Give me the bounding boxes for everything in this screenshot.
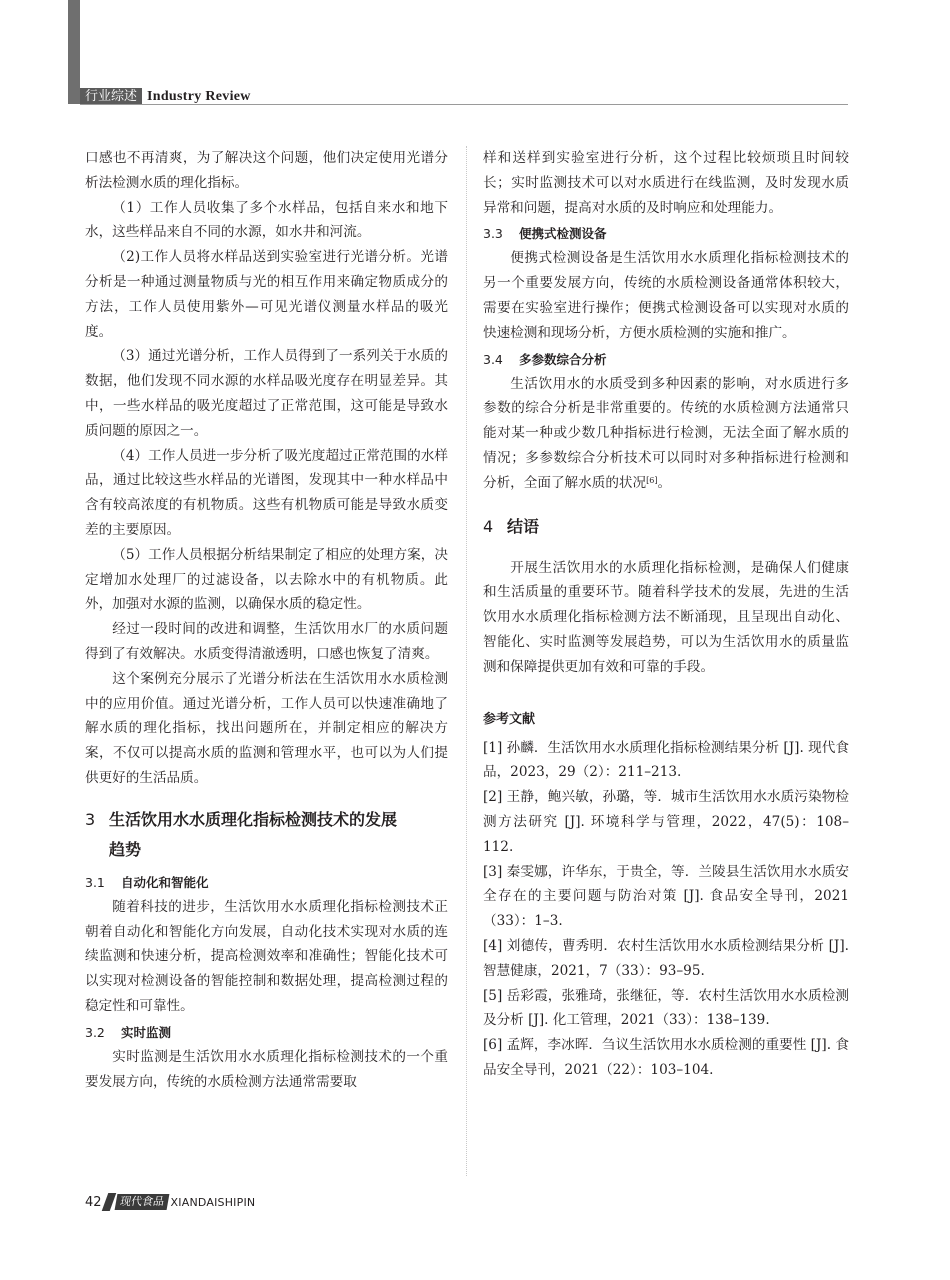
value-paragraph: 这个案例充分展示了光谱分析法在生活饮用水水质检测中的应用价值。通过光谱分析，工作人员可以快速准确地了解水质的理化指标，找出问题所在，并制定相应的解决方案，不仅可以提高水质的监测和管理水平，也可以为人们提供更好的生活品质。 — [85, 670, 448, 786]
section-3-4-title: 多参数综合分析 — [519, 351, 607, 367]
footer-slash-mark — [101, 1193, 116, 1211]
section-3-1-title: 自动化和智能化 — [121, 874, 209, 890]
step-3-paragraph: （3）通过光谱分析，工作人员得到了一系列关于水质的数据，他们发现不同水源的水样品吸光度存在明显差异。其中，一些水样品的吸光度超过了正常范围，这可能是导致水质问题的原因之一。 — [85, 348, 448, 439]
intro-paragraph: 口感也不再清爽，为了解决这个问题，他们决定使用光谱分析法检测水质的理化指标。 — [85, 150, 448, 191]
header-section-title: Industry Review — [147, 88, 251, 104]
header-rule — [80, 104, 848, 105]
section-3-3-title: 便携式检测设备 — [519, 226, 607, 242]
section-3-heading — [85, 805, 448, 865]
citation-6: [6] — [646, 475, 658, 485]
step-2-paragraph: （2)工作人员将水样品送到实验室进行光谱分析。光谱分析是一种通过测量物质与光的相互作用来确定物质成分的方法，工作人员使用紫外—可见光谱仪测量水样品的吸光度。 — [85, 249, 448, 340]
section-4-heading — [483, 512, 849, 542]
right-column — [483, 146, 849, 1083]
header-section-tag: 行业综述 — [80, 88, 142, 105]
result-paragraph: 经过一段时间的改进和调整，生活饮用水厂的水质问题得到了有效解决。水质变得清澈透明，口感也恢复了清爽。 — [85, 621, 448, 662]
reference-item: [1] 孙麟．生活饮用水水质理化指标检测结果分析 [J]. 现代食品，2023，29（2）：211–213. — [483, 739, 849, 781]
section-3-4-end: 。 — [657, 474, 672, 491]
journal-name-cn: 现代食品 — [114, 1194, 169, 1210]
section-4-number: 4 — [483, 516, 494, 536]
step-4-paragraph: （4）工作人员进一步分析了吸光度超过正常范围的水样品，通过比较这些水样品的光谱图，发现其中一种水样品中含有较高浓度的有机物质。这些有机物质可能是导致水质变差的主要原因。 — [85, 447, 448, 538]
journal-name-en: XIANDAISHIPIN — [170, 1195, 256, 1209]
page-number: 42 — [85, 1194, 102, 1210]
section-3-1-text: 随着科技的进步，生活饮用水水质理化指标检测技术正朝着自动化和智能化方向发展，自动化技术实现对水质的连续监测和快速分析，提高检测效率和准确性；智能化技术可以实现对检测设备的智能控制和数据处理，提高检测过程的稳定性和可靠性。 — [85, 898, 448, 1014]
reference-item: [6] 孟辉，李冰晖．刍议生活饮用水水质检测的重要性 [J]. 食品安全导刊，2021（22）：103–104. — [483, 1037, 849, 1078]
section-3-1-number: 3.1 — [85, 874, 105, 890]
section-3-4-number: 3.4 — [483, 351, 503, 367]
section-3-1-heading — [85, 871, 448, 895]
section-3-3-number: 3.3 — [483, 226, 503, 242]
page-footer — [85, 1192, 255, 1212]
section-3-4-heading — [483, 348, 849, 372]
left-column — [85, 146, 448, 1094]
references-title: 参考文献 — [483, 711, 536, 727]
section-4-title: 结语 — [507, 516, 540, 536]
section-3-title-line1: 生活饮用水水质理化指标检测技术的发展 — [109, 809, 398, 829]
section-4-text: 开展生活饮用水的水质理化指标检测，是确保人们健康和生活质量的重要环节。随着科学技术的发展，先进的生活饮用水水质理化指标检测方法不断涌现，且呈现出自动化、智能化、实时监测等发展趋势，可以为生活饮用水的质量监测和保障提供更加有效和可靠的手段。 — [483, 559, 849, 675]
step-1-paragraph: （1）工作人员收集了多个水样品，包括自来水和地下水，这些样品来自不同的水源，如水井和河流。 — [85, 199, 448, 241]
reference-item: [5] 岳彩霞，张雅琦，张继征，等．农村生活饮用水水质检测及分析 [J]. 化工管理，2021（33）：138–139. — [483, 987, 849, 1029]
side-accent-bar — [68, 0, 80, 104]
section-3-2-text: 实时监测是生活饮用水水质理化指标检测技术的一个重要发展方向，传统的水质检测方法通常需要取 — [85, 1048, 448, 1090]
section-3-4-text — [483, 372, 849, 496]
running-header — [80, 88, 251, 105]
section-3-2-number: 3.2 — [85, 1024, 105, 1040]
column-divider — [466, 146, 467, 1176]
section-3-3-heading — [483, 222, 849, 246]
section-3-title-line2: 趋势 — [109, 839, 142, 859]
reference-item: [4] 刘德传，曹秀明．农村生活饮用水水质检测结果分析 [J]. 智慧健康，2021，7（33）：93–95. — [483, 937, 849, 979]
section-3-2-title: 实时监测 — [121, 1024, 172, 1040]
reference-item: [3] 秦雯娜，许华东，于贵全，等．兰陵县生活饮用水水质安全存在的主要问题与防治对策 [J]. 食品安全导刊，2021（33）：1–3. — [483, 863, 849, 930]
step-5-paragraph: （5）工作人员根据分析结果制定了相应的处理方案，决定增加水处理厂的过滤设备，以去除水中的有机物质。此外，加强对水源的监测，以确保水质的稳定性。 — [85, 546, 448, 613]
section-3-number: 3 — [85, 809, 96, 829]
section-3-3-text: 便携式检测设备是生活饮用水水质理化指标检测技术的另一个重要发展方向，传统的水质检测设备通常体积较大，需要在实验室进行操作；便携式检测设备可以实现对水质的快速检测和现场分析，方便水质检测的实施和推广。 — [483, 250, 849, 341]
section-3-4-body: 生活饮用水的水质受到多种因素的影响，对水质进行多参数的综合分析是非常重要的。传统的水质检测方法通常只能对某一种或少数几种指标进行检测，无法全面了解水质的情况；多参数综合分析技术可以同时对多种指标进行检测和分析，全面了解水质的状况 — [483, 375, 849, 491]
section-3-2-continued: 样和送样到实验室进行分析，这个过程比较烦琐且时间较长；实时监测技术可以对水质进行在线监测，及时发现水质异常和问题，提高对水质的及时响应和处理能力。 — [483, 150, 849, 216]
reference-item: [2] 王静，鲍兴敏，孙璐，等．城市生活饮用水水质污染物检测方法研究 [J]. 环境科学与管理，2022，47(5)：108–112. — [483, 789, 849, 855]
section-3-2-heading — [85, 1021, 448, 1045]
